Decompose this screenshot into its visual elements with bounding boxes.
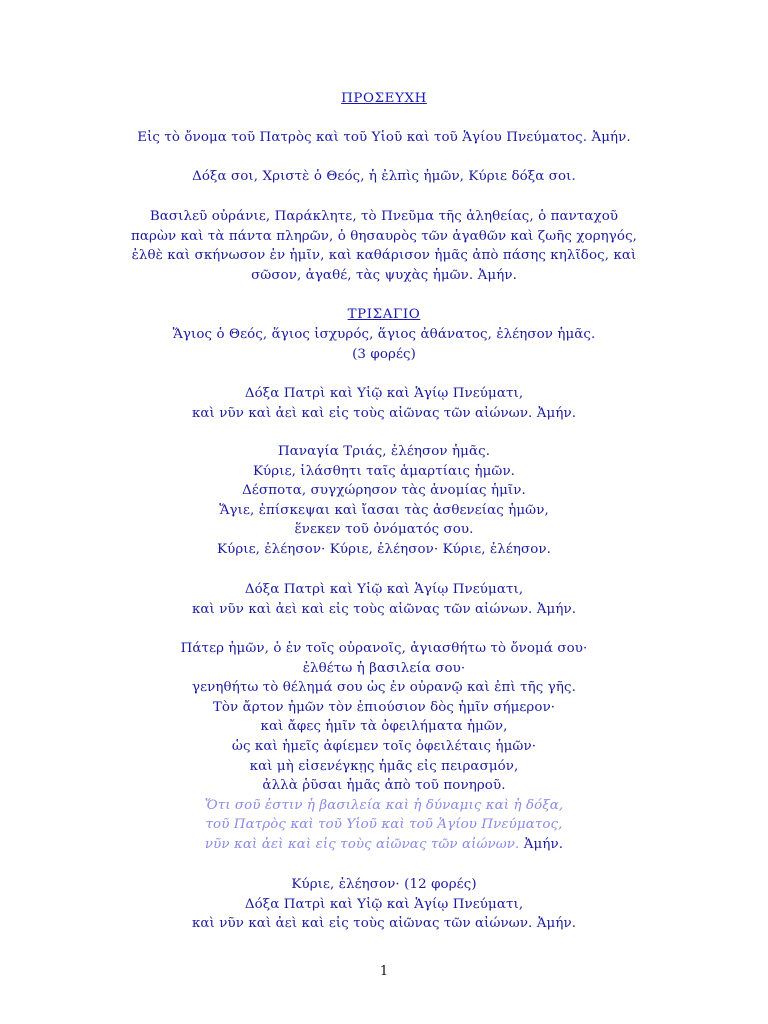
panagia-trias-prayer xyxy=(0,442,768,560)
doxa-patri-1 xyxy=(0,384,768,423)
text-line: γενηθήτω τὸ θέλημά σου ὡς ἐν οὐρανῷ καὶ ἐπὶ τῆς γῆς. xyxy=(192,680,576,696)
trisagio-heading: ΤΡΙΣΑΓΙΟ xyxy=(347,307,421,322)
text-line: Δόξα Πατρὶ καὶ Υἱῷ καὶ Ἁγίῳ Πνεύματι, xyxy=(244,896,524,912)
ekfonisis-final-line xyxy=(0,835,768,855)
text-line: Ἅγιος ὁ Θεός, ἅγιος ἰσχυρός, ἅγιος ἀθάνατος, ἐλέησον ἡμᾶς. xyxy=(172,327,596,342)
text-line: καὶ νῦν καὶ ἀεὶ καὶ εἰς τοὺς αἰῶνας τῶν αἰώνων. Ἀμήν. xyxy=(191,601,577,617)
text-line: (3 φορές) xyxy=(352,346,416,362)
text-line: Βασιλεῦ οὐράνιε, Παράκλητε, τὸ Πνεῦμα τῆς ἀληθείας, ὁ πανταχοῦ xyxy=(149,209,619,224)
text-line: σῶσον, ἀγαθέ, τὰς ψυχὰς ἡμῶν. Ἀμήν. xyxy=(251,267,517,283)
text-line: Κύριε, ἐλέησον· (12 φορές) xyxy=(291,877,477,892)
text-line: Κύριε, ἐλέησον· Κύριε, ἐλέησον· Κύριε, ἐλέησον. xyxy=(216,541,552,557)
doxa-christe-line: Δόξα σοι, Χριστὲ ὁ Θεός, ἡ ἐλπὶς ἡμῶν, Κύριε δόξα σοι. xyxy=(192,169,576,184)
vasilef-ouranie-prayer xyxy=(0,207,768,285)
ekfonisis-line: νῦν καὶ ἀεὶ καὶ εἰς τοὺς αἰῶνας τῶν αἰώνων. xyxy=(204,836,520,852)
text-line: ὡς καὶ ἡμεῖς ἀφίεμεν τοῖς ὀφειλέταις ἡμῶν· xyxy=(231,738,537,754)
text-line: Δόξα Πατρὶ καὶ Υἱῷ καὶ Ἁγίῳ Πνεύματι, xyxy=(244,582,524,597)
ekfonisis-line: Ὅτι σοῦ ἐστιν ἡ βασιλεία καὶ ἡ δύναμις καὶ ἡ δόξα, xyxy=(204,797,564,813)
text-line: Δέσποτα, συγχώρησον τὰς ἀνομίας ἡμῖν. xyxy=(242,483,526,499)
pater-imon-prayer xyxy=(0,639,768,855)
ekfonisis-amen: Ἀμήν. xyxy=(523,836,564,852)
text-line: Ἅγιε, ἐπίσκεψαι καὶ ἴασαι τὰς ἀσθενείας ἡμῶν, xyxy=(219,502,549,518)
text-line: Πάτερ ἡμῶν, ὁ ἐν τοῖς οὐρανοῖς, ἁγιασθήτω τὸ ὄνομά σου· xyxy=(180,641,588,656)
text-line: καὶ μὴ εἰσενέγκῃς ἡμᾶς εἰς πειρασμόν, xyxy=(249,758,519,774)
closing-prayers xyxy=(0,875,768,934)
text-line: ἕνεκεν τοῦ ὀνόματός σου. xyxy=(294,522,474,538)
text-line: Τὸν ἄρτον ἡμῶν τὸν ἐπιούσιον δὸς ἡμῖν σήμερον· xyxy=(212,699,556,715)
prayer-title: ΠΡΟΣΕΥΧΗ xyxy=(341,91,427,106)
trisagio-prayer xyxy=(0,325,768,364)
page-number: 1 xyxy=(379,964,389,979)
text-line: ἐλθὲ καὶ σκήνωσον ἐν ἡμῖν, καὶ καθάρισον ἡμᾶς ἀπὸ πάσης κηλῖδος, καὶ xyxy=(131,248,637,264)
text-line: παρὼν καὶ τὰ πάντα πληρῶν, ὁ θησαυρὸς τῶν ἀγαθῶν καὶ ζωῆς χορηγός, xyxy=(130,228,638,244)
text-line: Παναγία Τριάς, ἐλέησον ἡμᾶς. xyxy=(277,444,491,459)
text-line: Δόξα Πατρὶ καὶ Υἱῷ καὶ Ἁγίῳ Πνεύματι, xyxy=(244,386,524,401)
text-line: καὶ νῦν καὶ ἀεὶ καὶ εἰς τοὺς αἰῶνας τῶν αἰώνων. Ἀμήν. xyxy=(191,916,577,932)
text-line: ἐλθέτω ἡ βασιλεία σου· xyxy=(302,660,466,676)
text-line: ἀλλὰ ῥῦσαι ἡμᾶς ἀπὸ τοῦ πονηροῦ. xyxy=(262,778,506,794)
text-line: Κύριε, ἱλάσθητι ταῖς ἁμαρτίαις ἡμῶν. xyxy=(252,463,516,479)
text-line: καὶ νῦν καὶ ἀεὶ καὶ εἰς τοὺς αἰῶνας τῶν αἰώνων. Ἀμήν. xyxy=(191,405,577,421)
text-line: καὶ ἄφες ἡμῖν τὰ ὀφειλήματα ἡμῶν, xyxy=(260,719,508,735)
doxa-patri-2 xyxy=(0,580,768,619)
ekfonisis-line: τοῦ Πατρὸς καὶ τοῦ Υἱοῦ καὶ τοῦ Ἁγίου Πνεύματος, xyxy=(205,817,563,833)
opening-invocation: Εἰς τὸ ὄνομα τοῦ Πατρὸς καὶ τοῦ Υἱοῦ καὶ τοῦ Ἁγίου Πνεύματος. Ἀμήν. xyxy=(137,130,631,145)
